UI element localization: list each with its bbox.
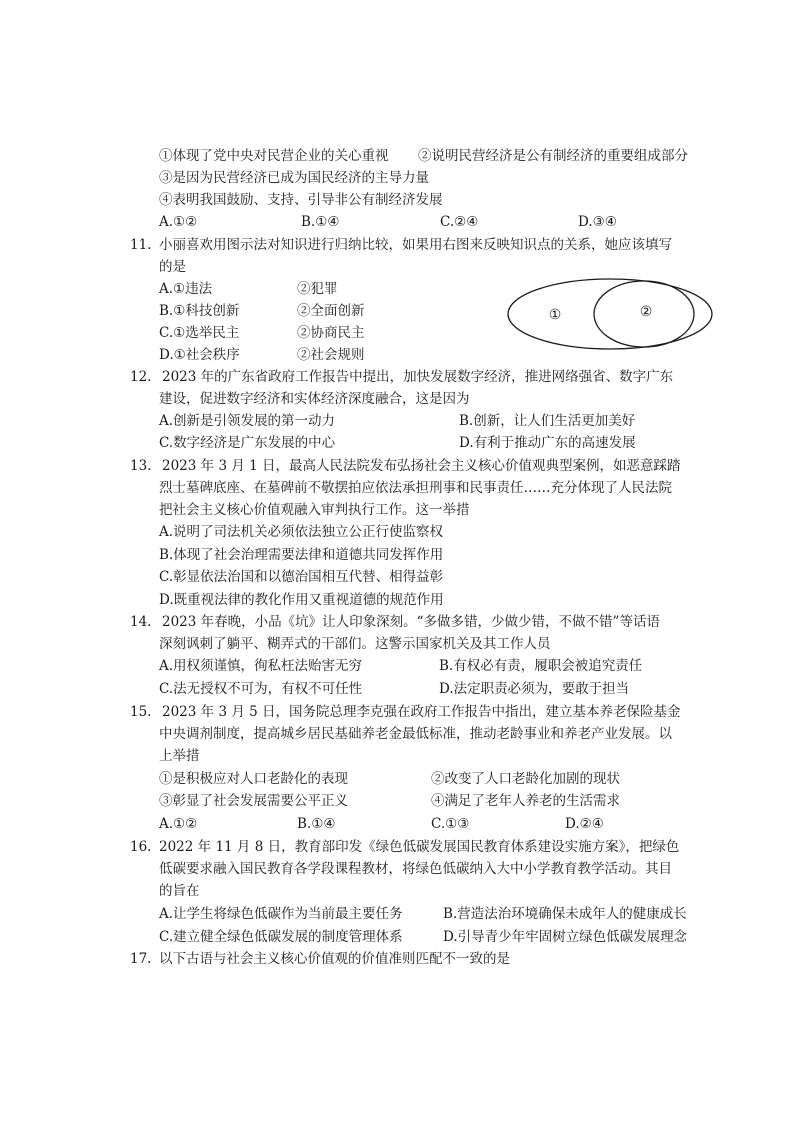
q16-stem-line-1: 2022 年 11 月 8 日，教育部印发《绿色低碳发展国民教育体系建设实施方案》，把绿色 (159, 839, 680, 855)
q11-choice-b-2: ②全面创新 (297, 303, 365, 319)
q16-choice-a: A.让学生将绿色低碳作为当前最主要任务 (159, 906, 403, 922)
q13-choice-a: A.说明了司法机关必须依法独立公正行使监察权 (159, 524, 444, 540)
q11-choice-b-1: B.①科技创新 (159, 303, 240, 319)
q11-choice-d-1: D.①社会秩序 (159, 347, 240, 363)
q11-choice-a-1: A.①违法 (159, 281, 213, 297)
diagram-label-outer: ① (548, 307, 562, 323)
q15-option-1: ①是积极应对人口老龄化的表现 (159, 771, 348, 787)
q16-number: 16. (130, 839, 152, 855)
diagram-label-inner: ② (639, 304, 653, 320)
q14-number: 14. (130, 614, 152, 630)
nested-ellipse-diagram (505, 276, 715, 352)
q17-stem-line-1: 以下古语与社会主义核心价值观的价值准则匹配不一致的是 (159, 951, 510, 967)
q15-stem-line-1: 2023 年 3 月 5 日，国务院总理李克强在政府工作报告中指出，建立基本养老保险基金 (162, 704, 681, 720)
q11-choice-a-2: ②犯罪 (297, 281, 338, 297)
q14-stem-line-2: 深刻讽刺了躺平、糊弄式的干部们。这警示国家机关及其工作人员 (159, 636, 551, 652)
q10-option-3: ③是因为民营经济已成为国民经济的主导力量 (159, 170, 429, 186)
q15-choice-a: A.①② (159, 816, 198, 832)
q12-number: 12. (130, 369, 152, 385)
q10-choice-d: D.③④ (578, 214, 617, 230)
q13-choice-c: C.彰显依法治国和以德治国相互代替、相得益彰 (159, 569, 444, 585)
q10-option-4: ④表明我国鼓励、支持、引导非公有制经济发展 (159, 192, 443, 208)
q12-stem-line-1: 2023 年的广东省政府工作报告中提出，加快发展数字经济，推进网络强省、数字广东 (162, 369, 674, 385)
q12-choice-a: A.创新是引领发展的第一动力 (159, 413, 336, 429)
q12-choice-b: B.创新，让人们生活更加美好 (459, 413, 636, 429)
q11-choice-c-1: C.①选举民主 (159, 325, 240, 341)
q10-choice-c: C.②④ (440, 214, 479, 230)
q10-choice-a: A.①② (159, 214, 198, 230)
q16-stem-line-2: 低碳要求融入国民教育各学段课程教材，将绿色低碳纳入大中小学教育教学活动。其目 (159, 861, 672, 877)
q13-number: 13. (130, 458, 152, 474)
q15-option-2: ②改变了人口老龄化加剧的现状 (431, 771, 620, 787)
q15-number: 15. (130, 704, 152, 720)
q11-number: 11. (130, 237, 152, 253)
q15-stem-line-3: 上举措 (159, 748, 200, 764)
q13-stem-line-1: 2023 年 3 月 1 日，最高人民法院发布弘扬社会主义核心价值观典型案例，如恶意踩踏 (162, 458, 681, 474)
q12-choice-c: C.数字经济是广东发展的中心 (159, 435, 336, 451)
q15-choice-b: B.①④ (297, 816, 336, 832)
q16-choice-c: C.建立健全绿色低碳发展的制度管理体系 (159, 929, 403, 945)
q14-choice-b: B.有权必有责，履职会被追究责任 (439, 658, 643, 674)
q10-option-1: ①体现了党中央对民营企业的关心重视 (159, 148, 389, 164)
q13-choice-d: D.既重视法律的教化作用又重视道德的规范作用 (159, 592, 444, 608)
q12-stem-line-2: 建设，促进数字经济和实体经济深度融合，这是因为 (159, 391, 470, 407)
q11-stem-line-1: 小丽喜欢用图示法对知识进行归纳比较，如果用右图来反映知识点的关系，她应该填写 (159, 237, 672, 253)
q14-choice-a: A.用权须谨慎，徇私枉法贻害无穷 (159, 658, 363, 674)
q13-stem-line-2: 烈士墓碑底座、在墓碑前不敬摆拍应依法承担刑事和民事责任……充分体现了人民法院 (159, 480, 672, 496)
q11-choice-d-2: ②社会规则 (297, 347, 365, 363)
q13-choice-b: B.体现了社会治理需要法律和道德共同发挥作用 (159, 547, 444, 563)
q11-choice-c-2: ②协商民主 (297, 325, 365, 341)
q14-choice-d: D.法定职责必须为，要敢于担当 (439, 681, 630, 697)
q16-choice-d: D.引导青少年牢固树立绿色低碳发展理念 (443, 929, 688, 945)
q16-choice-b: B.营造法治环境确保未成年人的健康成长 (443, 906, 687, 922)
q15-stem-line-2: 中央调剂制度，提高城乡居民基础养老金最低标准，推动老龄事业和养老产业发展。以 (159, 726, 672, 742)
q17-number: 17. (130, 951, 152, 967)
q16-stem-line-3: 的旨在 (159, 883, 200, 899)
q14-stem-line-1: 2023 年春晚，小品《坑》让人印象深刻。“多做多错，少做少错，不做不错”等话语 (162, 614, 660, 630)
q15-option-4: ④满足了老年人养老的生活需求 (431, 793, 620, 809)
q15-option-3: ③彰显了社会发展需要公平正义 (159, 793, 348, 809)
q10-choice-b: B.①④ (301, 214, 340, 230)
q11-stem-line-2: 的是 (159, 259, 186, 275)
q10-option-2: ②说明民营经济是公有制经济的重要组成部分 (418, 148, 688, 164)
q14-choice-c: C.法无授权不可为，有权不可任性 (159, 681, 363, 697)
q13-stem-line-3: 把社会主义核心价值观融入审判执行工作。这一举措 (159, 502, 470, 518)
q12-choice-d: D.有利于推动广东的高速发展 (459, 435, 636, 451)
q15-choice-c: C.①③ (431, 816, 470, 832)
q15-choice-d: D.②④ (565, 816, 604, 832)
